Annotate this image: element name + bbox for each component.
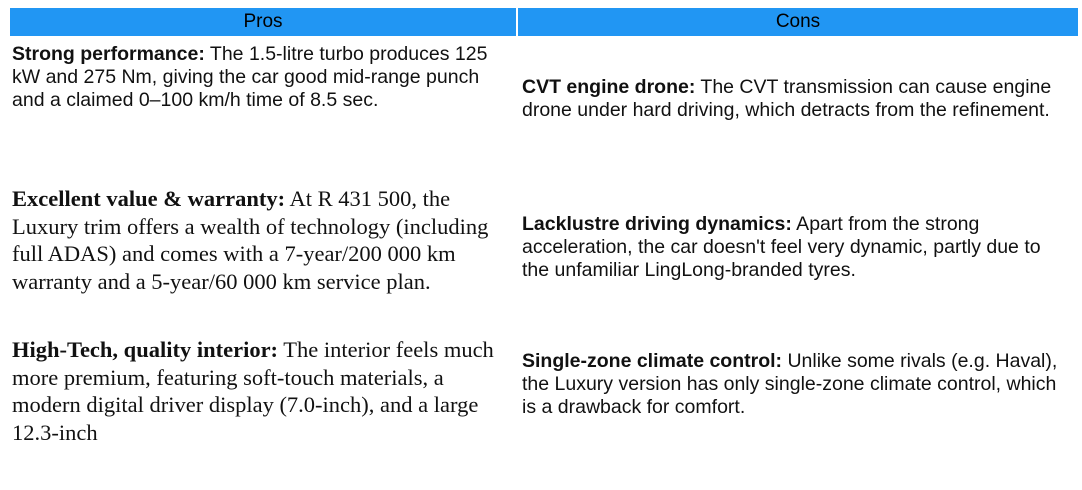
con-title: CVT engine drone: [522, 76, 696, 98]
con-title: Lacklustre driving dynamics: [522, 212, 792, 235]
pros-header: Pros [10, 8, 516, 36]
con-text [522, 213, 1058, 282]
table-row [10, 40, 1078, 158]
con-description: The CVT transmission can cause engine drone under hard driving, which detracts from the refinement. [522, 76, 1052, 121]
pro-description: The 1.5-litre turbo produces 125 kW and 275 Nm, giving the car good mid-range punch and a claimed 0–100 km/h time of 8.5 sec. [12, 43, 488, 111]
pro-title: Excellent value & warranty: [12, 186, 286, 211]
con-title: Single-zone climate control: [522, 350, 783, 372]
table-row [10, 330, 1078, 490]
pro-description: The interior feels much more premium, featuring soft-touch materials, a modern digital driver display (7.0-inch), and a large 12.3-inch [12, 337, 494, 445]
con-text [522, 76, 1058, 122]
pro-text [12, 185, 510, 295]
pro-description: At R 431 500, the Luxury trim offers a wealth of technology (including full ADAS) and comes with a 7-year/200 000 km warranty and a 5-year/60 000 km service plan. [12, 186, 489, 294]
table-row [10, 160, 1078, 320]
pro-cell [10, 160, 516, 320]
con-description: Unlike some rivals (e.g. Haval), the Luxury version has only single-zone climate control, which is a drawback for comfort. [522, 350, 1058, 418]
pro-title: High-Tech, quality interior: [12, 337, 279, 362]
con-text [522, 350, 1058, 419]
pro-cell [10, 40, 516, 158]
pro-title: Strong performance: [12, 43, 205, 65]
table-header-row [10, 8, 1078, 36]
pro-text [12, 336, 510, 446]
pro-cell [10, 330, 516, 490]
con-description: Apart from the strong acceleration, the car doesn't feel very dynamic, partly due to the unfamiliar LingLong-branded tyres. [522, 212, 1041, 281]
con-cell [518, 160, 1078, 320]
con-cell [518, 40, 1078, 158]
con-cell [518, 330, 1078, 490]
pros-cons-table [10, 8, 1078, 445]
pro-text [12, 43, 510, 112]
cons-header: Cons [518, 8, 1078, 36]
